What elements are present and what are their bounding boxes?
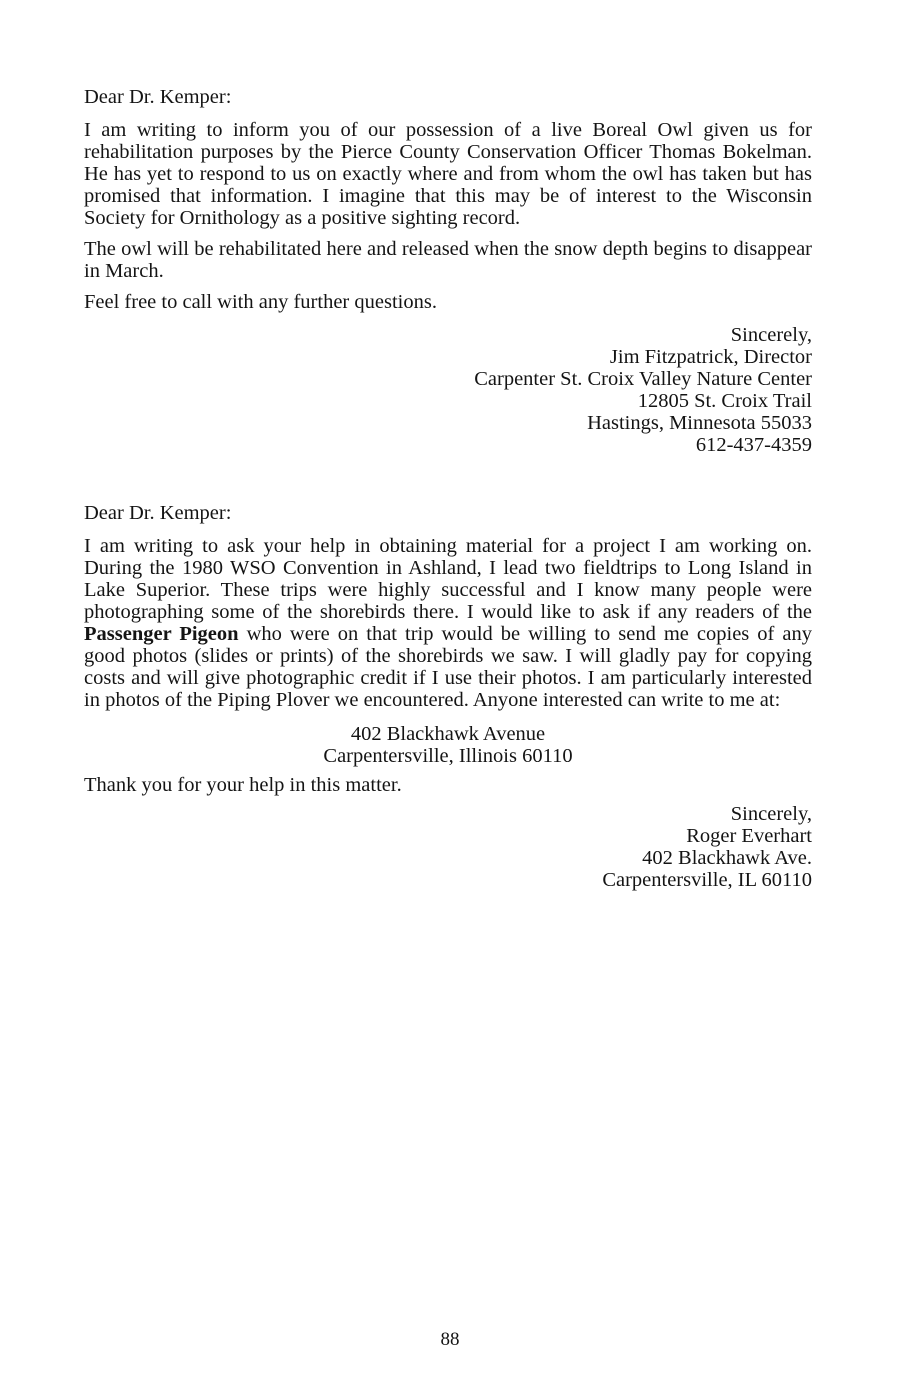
signature-city: Hastings, Minnesota 55033 (587, 412, 812, 434)
page-content (84, 86, 812, 891)
signature-name: Roger Everhart (686, 825, 812, 847)
signature-block (84, 803, 812, 891)
address-line: 402 Blackhawk Avenue (350, 723, 546, 745)
salutation: Dear Dr. Kemper: (84, 86, 232, 108)
letter-fitzpatrick (84, 86, 812, 456)
signature-block (84, 324, 812, 456)
letter-everhart (84, 502, 812, 891)
signature-city: Carpentersville, IL 60110 (602, 869, 812, 891)
signature-org: Carpenter St. Croix Valley Nature Center (474, 368, 812, 390)
body-paragraph (84, 535, 812, 711)
page-number: 88 (440, 1329, 460, 1350)
body-paragraph: The owl will be rehabilitated here and released when the snow depth begins to disappear in March. (84, 238, 812, 282)
signature-street: 12805 St. Croix Trail (637, 390, 812, 412)
thanks-line: Thank you for your help in this matter. (84, 774, 402, 796)
address-line: Carpentersville, Illinois 60110 (323, 745, 573, 767)
signature-street: 402 Blackhawk Ave. (642, 847, 812, 869)
closing-text: Sincerely, (730, 324, 812, 346)
mailing-address (84, 723, 812, 767)
body-paragraph: Feel free to call with any further questions. (84, 291, 437, 313)
closing-text: Sincerely, (730, 803, 812, 825)
body-text: who were on that trip would be willing to send me copies of any good photos (slides or prints) of the shorebirds we saw. I will gladly pay for copying costs and will give photographic credit if I use their photos. I am particularly interested in photos of the Piping Plover we encountered. Anyone interested can write to me at: (84, 623, 812, 711)
signature-phone: 612-437-4359 (695, 434, 812, 456)
signature-name: Jim Fitzpatrick, Director (609, 346, 812, 368)
journal-title: Passenger Pigeon (84, 623, 239, 645)
body-text: I am writing to ask your help in obtaining material for a project I am working on. During the 1980 WSO Convention in Ashland, I lead two fieldtrips to Long Island in Lake Superior. These trips were highly successful and I know many people were photographing some of the shorebirds there. I would like to ask if any readers of the (84, 535, 812, 623)
salutation: Dear Dr. Kemper: (84, 502, 232, 524)
body-paragraph: I am writing to inform you of our possession of a live Boreal Owl given us for rehabilitation purposes by the Pierce County Conservation Officer Thomas Bokelman. He has yet to respond to us on exactly where and from whom the owl has taken but has promised that information. I imagine that this may be of interest to the Wisconsin Society for Ornithology as a positive sighting record. (84, 119, 812, 229)
